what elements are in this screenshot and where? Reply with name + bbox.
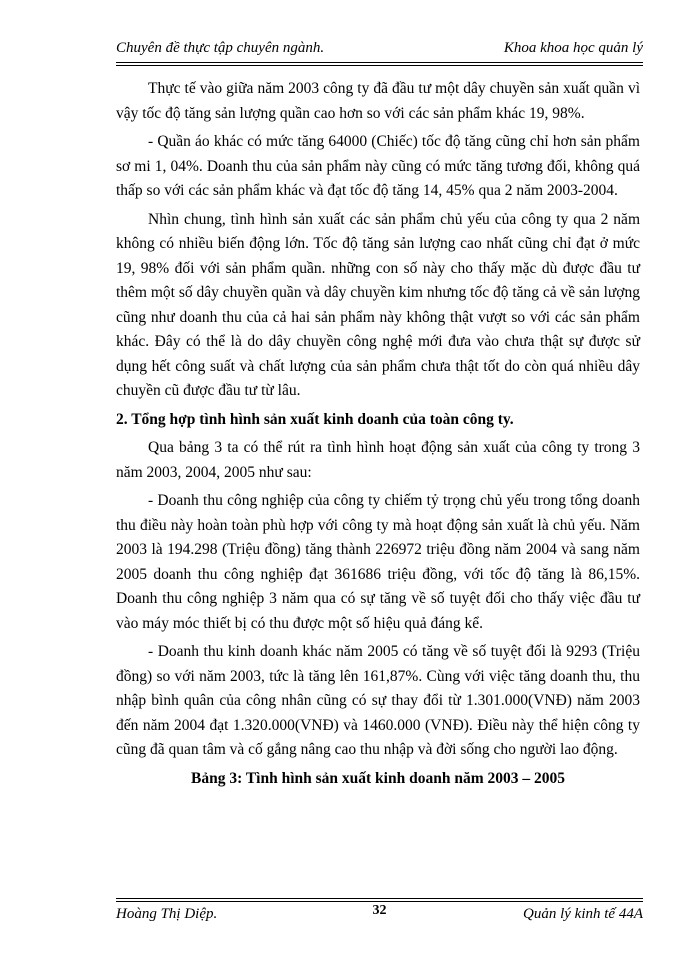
- paragraph: Nhìn chung, tình hình sản xuất các sản phẩm chủ yếu của công ty qua 2 năm không có nhiều biến động lớn. Tốc độ tăng sản lượng cao nhất cũng chỉ đạt ở mức 19, 98% đối với sản phẩm quần. những con số này cho thấy mặc dù được đầu tư thêm một số dây chuyền quần và dây chuyền kim nhưng tốc độ tăng cả về sản lượng cũng như doanh thu của cả hai sản phẩm này không thật vượt so với các sản phẩm khác. Đây có thể là do dây chuyền công nghệ mới đưa vào chưa thật sự được sử dụng hết công suất và chất lượng của sản phẩm chưa thật tốt do còn quá nhiều dây chuyền cũ được đầu tư từ lâu.: [116, 210, 640, 399]
- footer-class: Quản lý kinh tế 44A: [523, 906, 643, 922]
- paragraph: - Doanh thu công nghiệp của công ty chiếm tỷ trọng chủ yếu trong tổng doanh thu điều này hoàn toàn phù hợp với công ty mà hoạt động sản xuất là chủ yếu. Năm 2003 là 194.298 (Triệu đồng) tăng thành 226972 triệu đồng năm 2004 và sang năm 2005 doanh thu công nghiệp đạt 361686 triệu đồng, với tốc độ tăng là 86,15%. Doanh thu công nghiệp 3 năm qua có sự tăng về số tuyệt đối cho thấy việc đầu tư vào máy móc thiết bị có thu được một số hiệu quả đáng kể.: [116, 492, 640, 632]
- paragraph: Thực tế vào giữa năm 2003 công ty đã đầu tư một dây chuyền sản xuất quần vì vậy tốc độ tăng sản lượng quần cao hơn so với các sản phẩm khác 19, 98%.: [116, 80, 640, 122]
- header-course-title: Chuyên đề thực tập chuyên ngành.: [116, 40, 325, 56]
- footer-author: Hoàng Thị Diệp.: [116, 906, 218, 922]
- paragraph: Qua bảng 3 ta có thể rút ra tình hình hoạt động sản xuất của công ty trong 3 năm 2003, 2004, 2005 như sau:: [116, 439, 640, 481]
- table-caption: Bảng 3: Tình hình sản xuất kinh doanh năm 2003 – 2005: [190, 769, 565, 787]
- page-body: [116, 77, 640, 791]
- header-faculty: Khoa khoa học quản lý: [503, 40, 643, 56]
- page-header: [116, 38, 643, 66]
- page-footer: [116, 898, 643, 926]
- paragraph: - Quần áo khác có mức tăng 64000 (Chiếc) tốc độ tăng cũng chỉ hơn sản phẩm sơ mi 1, 04%. Doanh thu của sản phẩm này cũng có mức tăng tương đối, không quá thấp so với các sản phẩm khác và đạt tốc độ tăng 14, 45% qua 2 năm 2003-2004.: [116, 133, 640, 199]
- paragraph: - Doanh thu kinh doanh khác năm 2005 có tăng về số tuyệt đối là 9293 (Triệu đồng) so với năm 2003, tức là tăng lên 161,87%. Cùng với việc tăng doanh thu, thu nhập bình quân của công nhân cũng có sự thay đổi từ 1.301.000(VNĐ) năm 2003 đến năm 2004 đạt 1.320.000(VNĐ) và 1460.000 (VNĐ). Điều này thể hiện công ty cũng đã quan tâm và cố gắng nâng cao thu nhập và đời sống cho người lao động.: [116, 643, 640, 758]
- section-heading: 2. Tổng hợp tình hình sản xuất kinh doanh của toàn công ty.: [116, 410, 514, 428]
- page-number: 32: [372, 903, 387, 918]
